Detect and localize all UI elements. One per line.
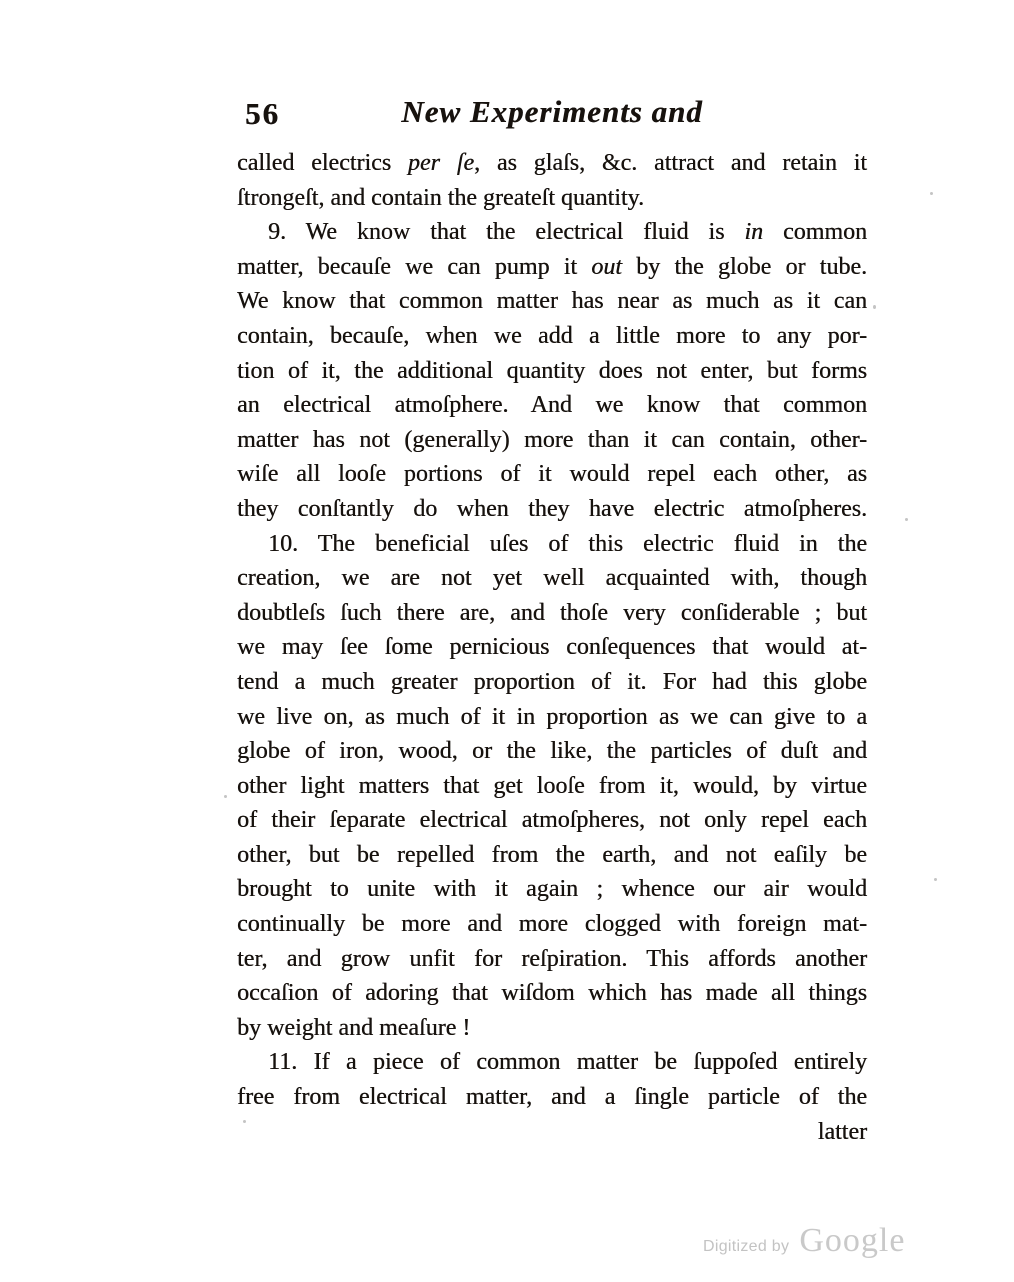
text-segment: matter has not (generally) more than it can contain, other- bbox=[237, 426, 867, 453]
text-line bbox=[237, 561, 867, 596]
digitized-by-label: Digitized by bbox=[703, 1238, 790, 1255]
text-line-content bbox=[237, 738, 867, 764]
text-segment: matter, becauſe we can pump it bbox=[237, 253, 592, 280]
text-segment: ſtrongeſt, and contain the greateſt quantity. bbox=[237, 184, 644, 211]
text-line bbox=[237, 665, 867, 700]
text-line-content bbox=[237, 876, 867, 902]
text-line-content bbox=[237, 773, 867, 799]
text-segment: an electrical atmoſphere. And we know that common bbox=[237, 392, 867, 419]
text-segment: doubtleſs ſuch there are, and thoſe very conſiderable ; but bbox=[237, 599, 867, 626]
text-line bbox=[237, 872, 867, 907]
text-line bbox=[237, 457, 867, 492]
text-line bbox=[237, 423, 867, 458]
text-line bbox=[237, 215, 867, 250]
text-line-content bbox=[268, 1049, 867, 1075]
text-line-content bbox=[237, 461, 867, 487]
text-line bbox=[237, 146, 867, 181]
scan-speck bbox=[930, 192, 933, 195]
text-line-content bbox=[818, 1119, 867, 1145]
text-segment: brought to unite with it again ; whence our air would bbox=[237, 876, 867, 903]
text-line bbox=[237, 1011, 867, 1046]
page-number: 56 bbox=[245, 96, 280, 131]
text-line bbox=[237, 319, 867, 354]
text-line bbox=[237, 942, 867, 977]
text-segment: , as glaſs, &c. attract and retain it bbox=[474, 150, 867, 176]
text-line-content bbox=[237, 669, 867, 695]
body-text-block bbox=[237, 146, 867, 1149]
text-segment: wiſe all looſe portions of it would repel each other, as bbox=[237, 461, 867, 488]
text-segment: other, but be repelled from the earth, and not eaſily be bbox=[237, 841, 867, 868]
text-segment: 10. The beneficial uſes of this electric fluid in the bbox=[268, 530, 867, 557]
running-header-title: New Experiments and bbox=[401, 94, 703, 129]
text-segment: 9. We know that the electrical fluid is bbox=[268, 219, 745, 246]
text-segment: creation, we are not yet well acquainted with, though bbox=[237, 565, 867, 592]
text-line bbox=[237, 803, 867, 838]
text-line-content bbox=[237, 185, 644, 211]
text-line-content bbox=[237, 150, 867, 176]
text-segment: they conſtantly do when they have electric atmoſpheres. bbox=[237, 495, 867, 522]
text-line bbox=[237, 700, 867, 735]
text-segment: by the globe or tube. bbox=[621, 253, 867, 280]
text-segment: latter bbox=[817, 1118, 867, 1145]
text-line bbox=[237, 284, 867, 319]
scan-speck bbox=[873, 305, 876, 309]
text-line bbox=[237, 1115, 867, 1150]
text-segment: contain, becauſe, when we add a little more to any por- bbox=[237, 322, 867, 349]
text-line bbox=[237, 838, 867, 873]
text-line bbox=[237, 181, 867, 216]
text-segment: we live on, as much of it in proportion as we can give to a bbox=[237, 703, 867, 730]
text-segment: ter, and grow unfit for reſpiration. This affords another bbox=[237, 945, 867, 972]
text-line-content bbox=[237, 323, 867, 349]
text-line-content bbox=[237, 634, 867, 660]
text-line bbox=[237, 769, 867, 804]
text-line bbox=[237, 1080, 867, 1115]
text-line bbox=[237, 492, 867, 527]
text-line-content bbox=[237, 288, 867, 314]
text-line-content bbox=[268, 531, 867, 557]
text-line-content bbox=[237, 1084, 867, 1110]
text-line-content bbox=[237, 807, 867, 833]
text-line-content bbox=[237, 600, 867, 626]
text-line-content bbox=[237, 911, 867, 937]
text-segment: of their ſeparate electrical atmoſpheres, not only repel each bbox=[237, 807, 867, 834]
scan-speck bbox=[224, 795, 227, 798]
text-segment: We know that common matter has near as much as it can bbox=[237, 288, 867, 315]
text-line-content bbox=[237, 1015, 470, 1041]
google-logo: Google bbox=[799, 1222, 906, 1259]
text-line-content bbox=[237, 427, 867, 453]
text-line bbox=[237, 1045, 867, 1080]
text-segment: free from electrical matter, and a ſingle particle of the bbox=[237, 1084, 867, 1111]
text-segment: tion of it, the additional quantity does not enter, but forms bbox=[237, 357, 867, 384]
text-segment: occaſion of adoring that wiſdom which has made all things bbox=[237, 980, 867, 1007]
text-line bbox=[237, 630, 867, 665]
scan-speck bbox=[905, 518, 908, 521]
text-line bbox=[237, 527, 867, 562]
text-line-content bbox=[237, 980, 867, 1006]
italic-text: per ſe bbox=[407, 150, 475, 176]
digitization-watermark bbox=[703, 1222, 905, 1260]
text-segment: globe of iron, wood, or the like, the particles of duſt and bbox=[237, 738, 867, 765]
text-segment: 11. If a piece of common matter be ſuppoſed entirely bbox=[268, 1049, 867, 1076]
text-line-content bbox=[237, 358, 867, 384]
text-line bbox=[237, 596, 867, 631]
scan-speck bbox=[934, 878, 937, 881]
text-line bbox=[237, 388, 867, 423]
text-line bbox=[237, 976, 867, 1011]
text-line-content bbox=[237, 254, 867, 280]
text-line-content bbox=[268, 219, 867, 245]
text-segment: called electrics bbox=[237, 150, 408, 176]
text-line-content bbox=[237, 496, 867, 522]
text-segment: common bbox=[763, 219, 867, 246]
text-segment: continually be more and more clogged with foreign mat- bbox=[237, 911, 867, 938]
text-line bbox=[237, 354, 867, 389]
text-line-content bbox=[237, 392, 867, 418]
text-segment: by weight and meaſure ! bbox=[237, 1014, 471, 1041]
italic-text: out bbox=[591, 253, 622, 280]
text-segment: tend a much greater proportion of it. For had this globe bbox=[237, 668, 867, 695]
text-segment: other light matters that get looſe from it, would, by virtue bbox=[237, 772, 867, 799]
text-line-content bbox=[237, 565, 867, 591]
text-line-content bbox=[237, 842, 867, 868]
text-line-content bbox=[237, 704, 867, 730]
italic-text: in bbox=[744, 219, 764, 246]
page-header bbox=[237, 94, 867, 136]
text-line bbox=[237, 250, 867, 285]
text-line-content bbox=[237, 946, 867, 972]
text-line bbox=[237, 734, 867, 769]
text-line bbox=[237, 907, 867, 942]
scan-speck bbox=[243, 1120, 246, 1123]
text-segment: we may ſee ſome pernicious conſequences that would at- bbox=[237, 634, 867, 661]
